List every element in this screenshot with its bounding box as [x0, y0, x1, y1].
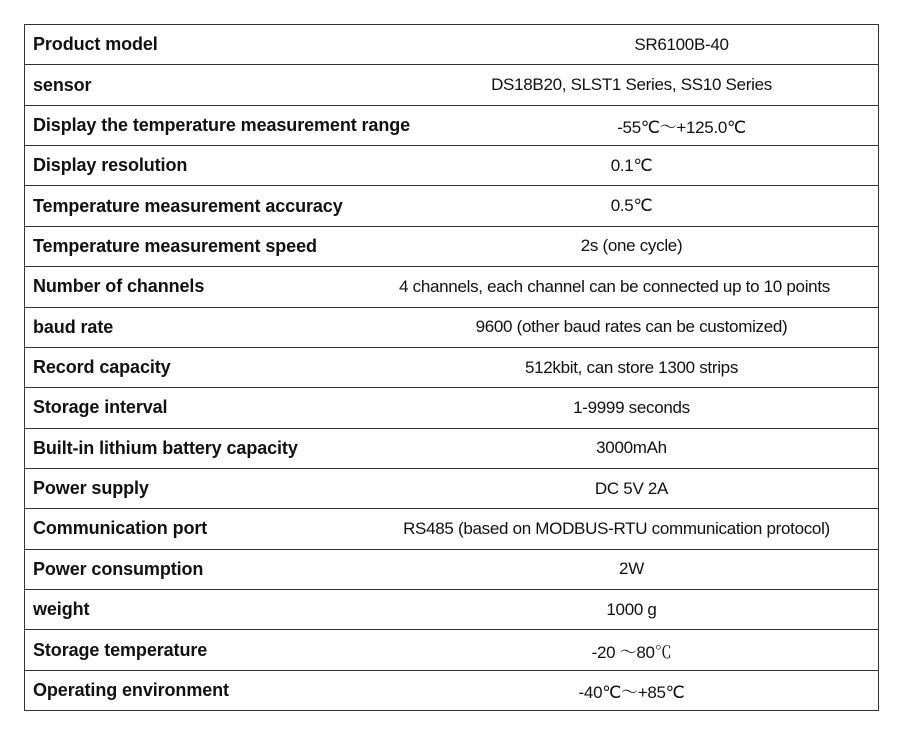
table-row — [25, 25, 878, 65]
table-row — [25, 65, 878, 105]
table-row — [25, 509, 878, 549]
table-row — [25, 429, 878, 469]
spec-value: 2W — [619, 559, 644, 579]
spec-label: Storage interval — [33, 397, 168, 418]
spec-value: 1000 g — [606, 599, 657, 619]
spec-value: 0.1℃ — [610, 155, 653, 175]
spec-value: RS485 (based on MODBUS-RTU communication protocol) — [403, 518, 830, 538]
spec-label: Operating environment — [33, 679, 229, 700]
spec-value: 9600 (other baud rates can be customized) — [475, 317, 788, 337]
spec-label: Number of channels — [33, 276, 205, 297]
spec-label: Communication port — [33, 518, 208, 539]
table-row — [25, 227, 878, 267]
table-row — [25, 550, 878, 590]
spec-value: -40℃～+85℃ — [578, 682, 685, 702]
spec-label: Built-in lithium battery capacity — [33, 437, 298, 458]
table-row — [25, 388, 878, 428]
table-row — [25, 267, 878, 307]
spec-value: 2s (one cycle) — [580, 236, 683, 256]
spec-value: SR6100B-40 — [634, 34, 729, 54]
table-row — [25, 186, 878, 226]
table-row — [25, 106, 878, 146]
spec-label: Temperature measurement speed — [33, 235, 317, 256]
spec-value: DS18B20, SLST1 Series, SS10 Series — [491, 75, 772, 95]
spec-label: Product model — [33, 34, 158, 55]
spec-value: 3000mAh — [596, 438, 667, 458]
spec-value: -55℃～+125.0℃ — [617, 117, 746, 137]
spec-table — [24, 24, 879, 711]
table-row — [25, 630, 878, 670]
table-row — [25, 348, 878, 388]
table-row — [25, 308, 878, 348]
table-row — [25, 590, 878, 630]
spec-value: 4 channels, each channel can be connected up to 10 points — [399, 276, 830, 296]
spec-label: sensor — [33, 74, 92, 95]
spec-value: DC 5V 2A — [594, 478, 669, 498]
table-row — [25, 146, 878, 186]
spec-label: Display resolution — [33, 155, 188, 176]
table-row — [25, 671, 878, 710]
spec-label: Temperature measurement accuracy — [33, 195, 343, 216]
spec-label: Record capacity — [33, 357, 171, 378]
spec-value: 0.5℃ — [610, 196, 653, 216]
table-row — [25, 469, 878, 509]
spec-label: Storage temperature — [33, 639, 208, 660]
spec-label: Display the temperature measurement range — [33, 114, 411, 135]
spec-label: baud rate — [33, 316, 114, 337]
spec-value: 1-9999 seconds — [573, 397, 690, 417]
spec-label: Power supply — [33, 478, 149, 499]
spec-label: Power consumption — [33, 558, 204, 579]
spec-value: -20 ～80℃ — [591, 642, 672, 662]
spec-value: 512kbit, can store 1300 strips — [524, 357, 739, 377]
spec-label: weight — [33, 599, 90, 620]
